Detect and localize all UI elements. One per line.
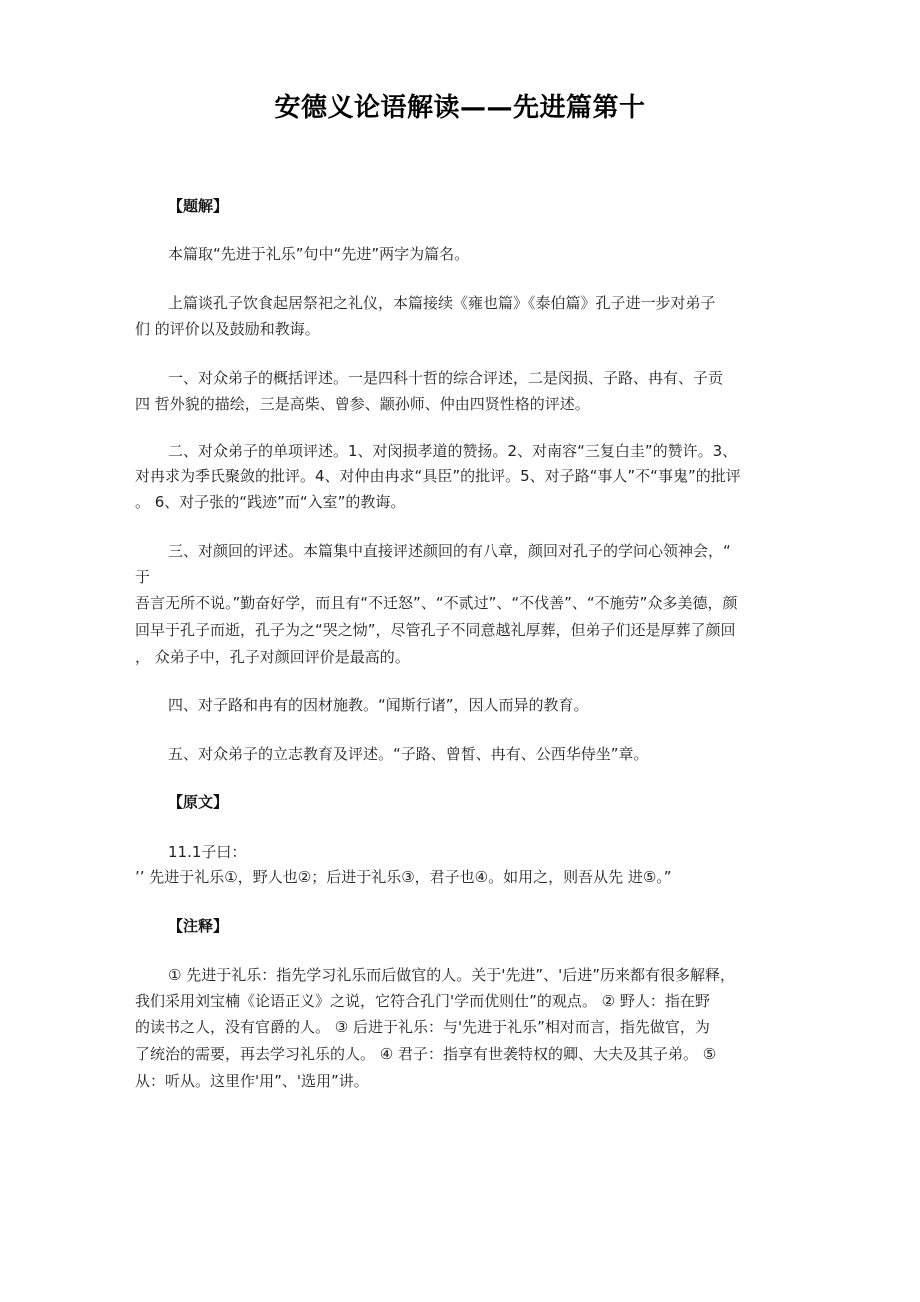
section-heading-yuanwen: 【原文】 — [168, 793, 229, 811]
paragraph-line: 五、对众弟子的立志教育及评述。“子路、曾皙、冉有、公西华侍坐”章。 — [168, 745, 649, 763]
section-heading-tijie: 【题解】 — [168, 197, 229, 215]
document-title: 安德义论语解读——先进篇第十 — [274, 93, 646, 123]
paragraph-line: 。 6、对子张的“践迹”而“入室”的教诲。 — [135, 493, 406, 511]
paragraph-line: 对冉求为季氏聚敛的批评。4、对仲由冉求“具臣”的批评。5、对子路“事人”不“事鬼”的批评 — [135, 467, 741, 485]
paragraph-line: 上篇谈孔子饮食起居祭祀之礼仪，本篇接续《雍也篇》《泰伯篇》孔子进一步对弟子 — [168, 294, 716, 312]
paragraph-line: 三、对颜回的评述。本篇集中直接评述颜回的有八章，颜回对孔子的学问心领神会，“ — [168, 542, 731, 560]
paragraph-line: 四 哲外貌的描绘，三是高柴、曾参、颛孙师、仲由四贤性格的评述。 — [135, 395, 590, 413]
paragraph-line: 二、对众弟子的单项评述。1、对闵损孝道的赞扬。2、对南容“三复白圭”的赞许。3、 — [168, 442, 738, 460]
paragraph-line: 本篇取“先进于礼乐”句中“先进”两字为篇名。 — [168, 245, 470, 263]
paragraph-line: 11.1子曰： — [168, 843, 247, 861]
paragraph-line: ， 众弟子中，孔子对颜回评价是最高的。 — [135, 648, 410, 666]
paragraph-line: 了统治的需要，再去学习礼乐的人。 ④ 君子：指享有世袭特权的卿、大夫及其子弟。 ⑤ — [135, 1045, 717, 1063]
paragraph-line: 于 — [135, 568, 151, 586]
paragraph-line: 吾言无所不说。”勤奋好学，而且有“不迁怒”、“不贰过”、“不伐善”、“不施劳”众多美德，颜 — [135, 594, 738, 612]
paragraph-line: 一、对众弟子的概括评述。一是四科十哲的综合评述，二是闵损、子路、冉有、子贡 — [168, 369, 724, 387]
paragraph-line: 回早于孔子而逝，孔子为之“哭之恸”，尽管孔子不同意越礼厚葬，但弟子们还是厚葬了颜回 — [135, 621, 736, 639]
paragraph-line: ① 先进于礼乐：指先学习礼乐而后做官的人。关于'先进”、'后进”历来都有很多解释， — [168, 966, 736, 984]
paragraph-line: ’’ 先进于礼乐①，野人也②；后进于礼乐③，君子也④。如用之，则吾从先 进⑤。” — [135, 868, 672, 886]
paragraph-line: 的读书之人，没有官爵的人。 ③ 后进于礼乐：与'先进于礼乐”相对而言，指先做官，为 — [135, 1018, 710, 1036]
paragraph-line: 我们采用刘宝楠《论语正义》之说，它符合孔门'学而优则仕”的观点。 ② 野人：指在野 — [135, 992, 710, 1010]
section-heading-zhushi: 【注释】 — [168, 917, 229, 935]
paragraph-line: 四、对子路和冉有的因材施教。“闻斯行诸”，因人而异的教育。 — [168, 696, 589, 714]
paragraph-line: 们 的评价以及鼓励和教诲。 — [135, 320, 320, 338]
paragraph-line: 从：听从。这里作'用”、'选用”讲。 — [135, 1072, 369, 1090]
